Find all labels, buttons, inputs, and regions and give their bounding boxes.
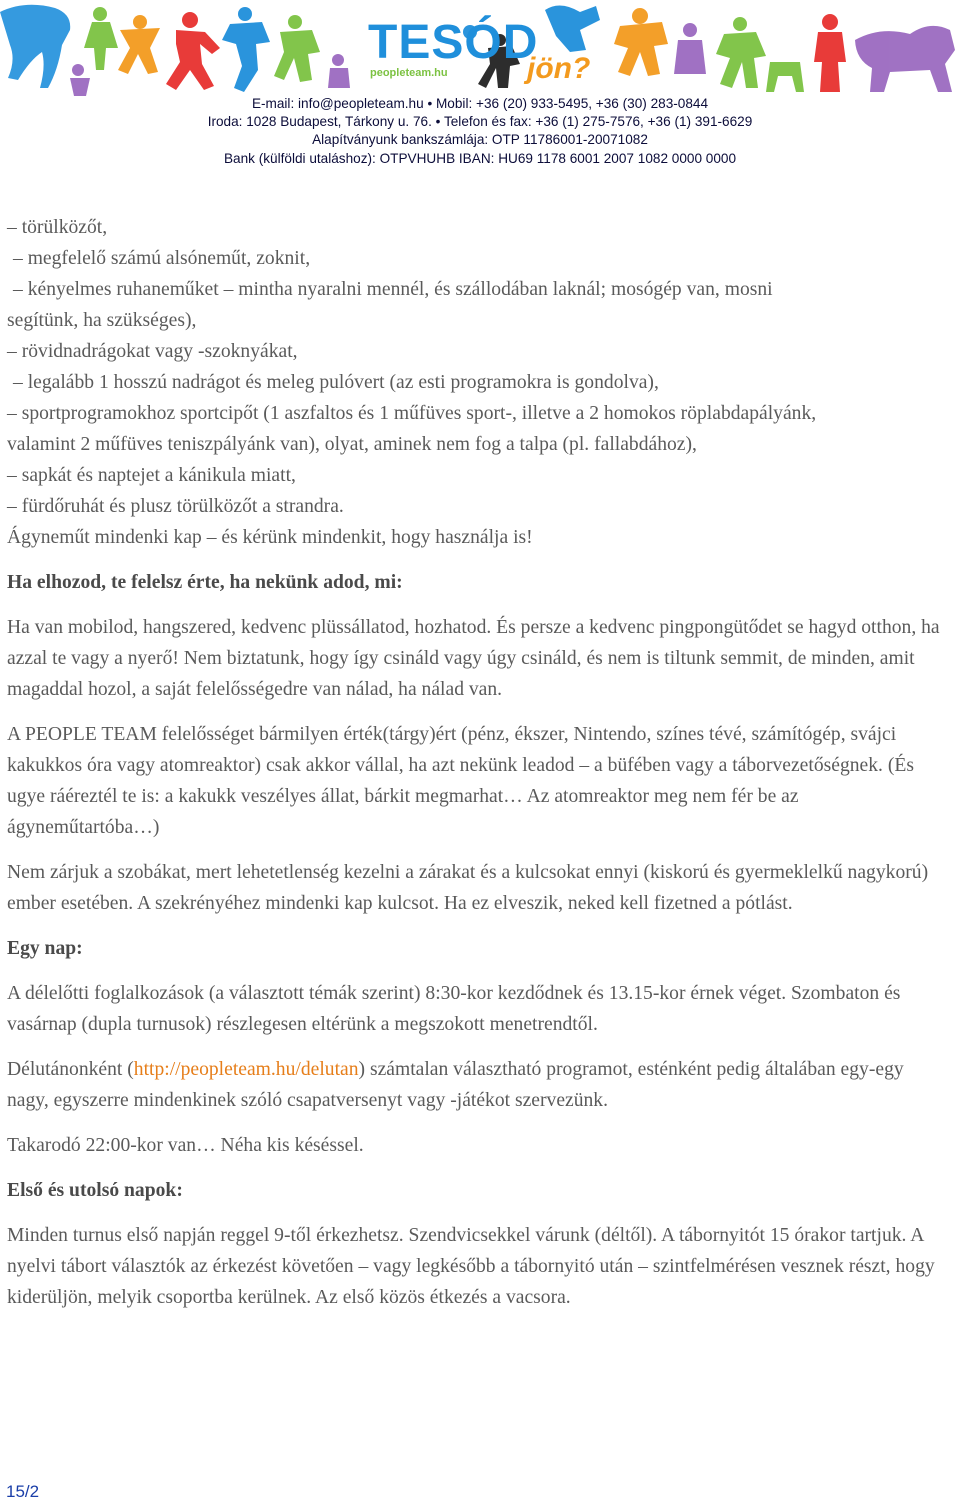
day-paragraph (7, 1054, 947, 1116)
list-item: Ágyneműt mindenki kap – és kérünk mindenkit, hogy használja is! (7, 527, 533, 548)
list-item: – rövidnadrágokat vagy -szoknyákat, (7, 341, 298, 362)
day-paragraph: Takarodó 22:00-kor van… Néha kis késéssel. (7, 1135, 364, 1156)
logo-suffix: jön? (527, 52, 591, 85)
contact-office-phone: Iroda: 1028 Budapest, Tárkony u. 76. • Telefon és fax: +36 (1) 275-7576, +36 (1) 391-6629 (207, 114, 753, 130)
day-paragraph: A délelőtti foglalkozások (a választott témák szerint) 8:30-kor kezdődnek és 13.15-kor érnek véget. Szombaton és vasárnap (dupla turnusok) részlegesen eltérünk a megszokott menetrendtől. (7, 983, 901, 1035)
list-item: segítünk, ha szükséges), (7, 310, 197, 331)
header-banner (0, 0, 960, 100)
list-item: – törülközőt, (7, 217, 108, 238)
packing-list (7, 212, 947, 553)
list-item: valamint 2 műfüves teniszpályánk van), olyat, aminek nem fog a talpa (pl. fallabdához), (7, 434, 697, 455)
list-item: – sapkát és naptejet a kánikula miatt, (7, 465, 296, 486)
responsibility-paragraph: Nem zárjuk a szobákat, mert lehetetlenség kezelni a zárakat és a kulcsokat ennyi (kiskorú és gyermeklelkű nagykorú) ember esetében. A szekrényéhez mindenki kap kulcsot. Ha ez elveszik, neked kell fizetned a pótlást. (7, 862, 929, 914)
afternoon-text-after: ) számtalan választható programot, esténként pedig általában egy-egy nagy, egyszerre mindenkinek szóló csapatversenyt vagy -játékot szervezünk. (7, 1059, 904, 1111)
logo-site: peopleteam.hu (370, 67, 448, 79)
logo-title: TESÓD (368, 16, 539, 69)
day-heading: Egy nap: (7, 938, 83, 959)
document-body (7, 212, 947, 1313)
page-number: 15/2 (6, 1482, 40, 1501)
afternoon-text-before: Délutánonként ( (7, 1059, 134, 1080)
list-item: – kényelmes ruhaneműket – mintha nyaralni mennél, és szállodában laknál; mosógép van, mosni (13, 279, 773, 300)
list-item: – megfelelő számú alsóneműt, zoknit, (13, 248, 311, 269)
contact-email-mobile: E-mail: info@peopleteam.hu • Mobil: +36 (20) 933-5495, +36 (30) 283-0844 (251, 96, 709, 111)
responsibility-paragraph: Ha van mobilod, hangszered, kedvenc plüssállatod, hozhatod. És persze a kedvenc pingpongütődet se hagyd otthon, ha azzal te vagy a nyerő! Nem biztatunk, hogy így csináld vagy úgy csináld, és nem is tiltunk semmit, de minden, amit magaddal hozol, a saját felelősségedre van nálad, ha nálad van. (7, 617, 940, 700)
contact-info (0, 95, 960, 168)
contact-iban: Bank (külföldi utaláshoz): OTPVHUHB IBAN: HU69 1178 6001 2007 1082 0000 0000 (223, 150, 737, 166)
responsibility-heading: Ha elhozod, te felelsz érte, ha nekünk adod, mi: (7, 572, 403, 593)
afternoon-link[interactable]: http://peopleteam.hu/delutan (133, 1059, 359, 1080)
list-item: – sportprogramokhoz sportcipőt (1 aszfaltos és 1 műfüves sport-, illetve a 2 homokos röplabdapályánk, (7, 403, 817, 424)
list-item: – fürdőruhát és plusz törülközőt a strandra. (7, 496, 344, 517)
first-last-heading: Első és utolsó napok: (7, 1180, 183, 1201)
first-last-paragraph: Minden turnus első napján reggel 9-től érkezhetsz. Szendvicsekkel várunk (déltől). A tábornyitót 15 órakor tartjuk. A nyelvi tábort választók az érkezést követően – vagy legkésőbb a tábornyitó után – szintfelmérésen vesznek részt, hogy kiderüljön, melyik csoportba kerülnek. Az első közös étkezés a vacsora. (7, 1225, 935, 1308)
responsibility-paragraph: A PEOPLE TEAM felelősséget bármilyen érték(tárgy)ért (pénz, ékszer, Nintendo, színes tévé, számítógép, svájci kakukkos óra vagy atomreaktor) csak akkor vállal, ha azt nekünk leadod – a büfében vagy a táborvezetőségnek. (És ugye ráéreztél te is: a kakukk veszélyes állat, bárkit megmarhat… Az atomreaktor meg nem fér be az ágyneműtartóba…) (7, 724, 914, 838)
list-item: – legalább 1 hosszú nadrágot és meleg pulóvert (az esti programokra is gondolva), (13, 372, 659, 393)
contact-bank-account: Alapítványunk bankszámlája: OTP 11786001-20071082 (312, 132, 648, 148)
